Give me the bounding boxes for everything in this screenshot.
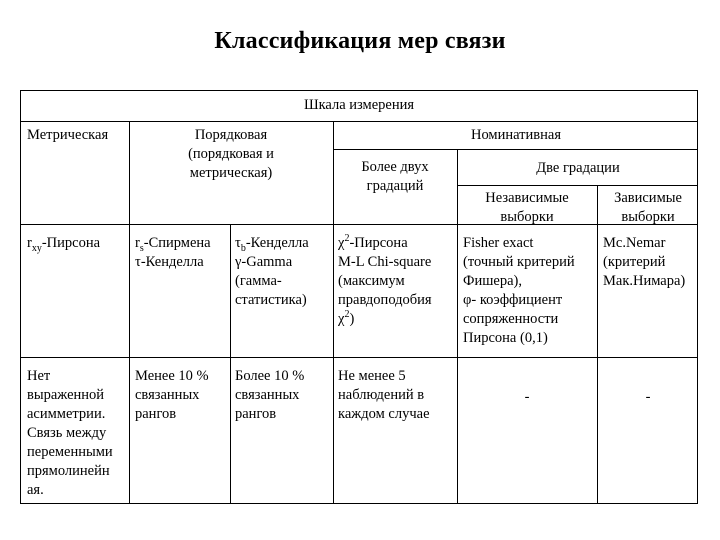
header-more-than-two: Более двух градаций	[361, 159, 429, 194]
rule-below-header	[21, 224, 697, 225]
r2-metric: Нет выраженной асимметрии. Связь между переменными прямолинейн ая.	[27, 368, 113, 498]
header-independent: Независимые выборки	[485, 190, 569, 225]
r2-nominative: Не менее 5 наблюдений в каждом случае	[338, 368, 430, 422]
header-ordinal: Порядковая (порядковая и метрическая)	[188, 127, 274, 181]
rule-below-scale	[21, 121, 697, 122]
rule-more-than-two-right	[457, 149, 458, 503]
r1-nominative: $\chi^2$-Пирсона M-L Chi-square (максимум правдоподобия $\chi^2$)	[338, 233, 432, 327]
rule-metric-right	[129, 121, 130, 503]
r1-ordinal-2: $\tau_b$-Кенделла γ-Gamma (гамма- статистика)	[235, 235, 309, 308]
rule-below-nominative	[333, 149, 697, 150]
scale-header: Шкала измерения	[303, 97, 415, 113]
classification-table	[20, 90, 698, 504]
r1-metric: $r_{xy}$-Пирсона	[27, 235, 101, 254]
header-nominative: Номинативная	[470, 127, 561, 143]
r1-independent: Fisher exact (точный критерий Фишера), φ- коэффициент сопряженности Пирсона (0,1)	[463, 235, 575, 346]
rule-ordinal-mid	[230, 224, 231, 503]
r2-ordinal-2: Более 10 % связанных рангов	[235, 368, 305, 422]
r1-ordinal-1: $r_s$-Спирмена τ-Кенделла	[135, 235, 211, 270]
r2-dependent: -	[645, 389, 651, 405]
r1-dependent: Mc.Nemar (критерий Мак.Нимара)	[603, 235, 686, 289]
page-title: Классификация мер связи	[214, 28, 506, 54]
rule-between-rows	[21, 357, 697, 358]
rule-ordinal-right	[333, 121, 334, 503]
header-dependent: Зависимые выборки	[614, 190, 682, 225]
rule-below-two-grades	[457, 185, 697, 186]
rule-independent-right	[597, 185, 598, 503]
header-metric: Метрическая	[27, 127, 109, 143]
r2-independent: -	[524, 389, 530, 405]
r2-ordinal-1: Менее 10 % связанных рангов	[135, 368, 209, 422]
header-two-grades: Две градации	[536, 160, 620, 176]
